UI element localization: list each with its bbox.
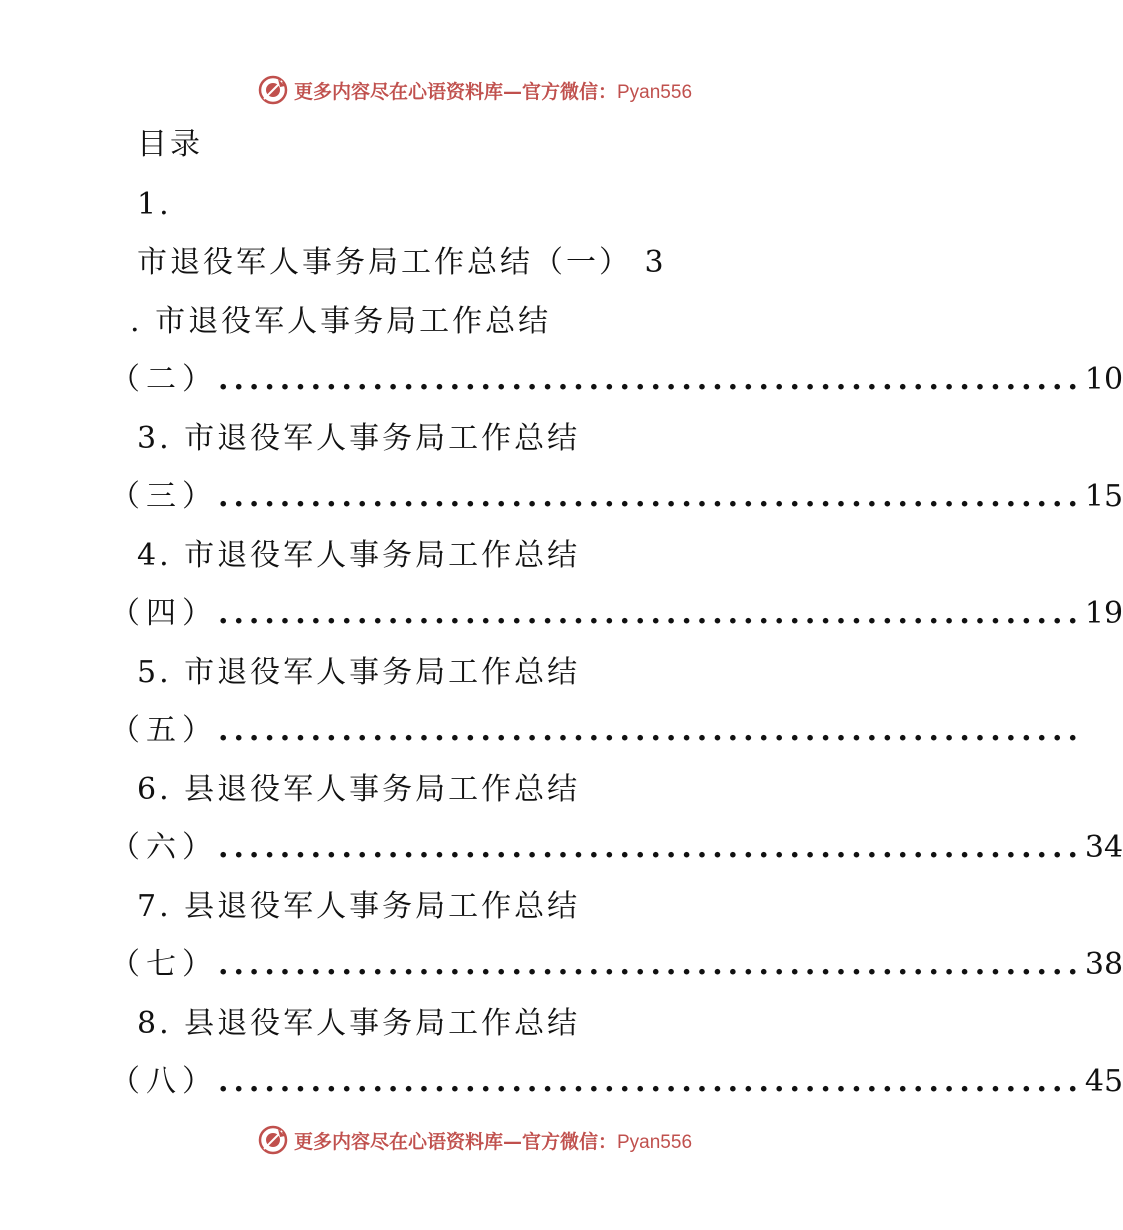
toc-entry-6-heading: 6. 县退役军人事务局工作总结 (137, 772, 581, 807)
toc-entry-3-leader: （三） ........................................................ 15 (110, 479, 1123, 514)
toc-title: 目录 (137, 127, 203, 162)
toc-entry-8-leader: （八） ........................................................ 45 (110, 1064, 1123, 1099)
header-banner (0, 70, 950, 110)
footer-banner-text: 更多内容尽在心语资料库—官方微信：Pyan556 (293, 1130, 693, 1153)
toc-entry-4-leader: （四） ........................................................ 19 (110, 596, 1123, 631)
toc-entry-1: 市退役军人事务局工作总结（一） 3 (137, 245, 667, 280)
toc-entry-2-leader: （二） ........................................................ 10 (110, 362, 1123, 397)
toc-entry-4-heading: 4. 市退役军人事务局工作总结 (137, 538, 581, 573)
toc-entry-2-heading: . 市退役军人事务局工作总结 (130, 304, 552, 339)
toc-first-number: 1. (137, 187, 172, 222)
toc-entry-5-heading: 5. 市退役军人事务局工作总结 (137, 655, 581, 690)
toc-entry-7-leader: （七） ........................................................ 38 (110, 947, 1123, 982)
footer-banner (0, 1120, 950, 1160)
quill-logo-icon (258, 75, 288, 105)
toc-entry-8-heading: 8. 县退役军人事务局工作总结 (137, 1006, 581, 1041)
toc-entry-3-heading: 3. 市退役军人事务局工作总结 (137, 421, 581, 456)
quill-logo-icon (258, 1125, 288, 1155)
toc-entry-5-leader: （五） ........................................................ (110, 713, 1083, 748)
toc-entry-7-heading: 7. 县退役军人事务局工作总结 (137, 889, 581, 924)
toc-entry-6-leader: （六） ........................................................ 34 (110, 830, 1123, 865)
header-banner-text: 更多内容尽在心语资料库—官方微信：Pyan556 (293, 80, 693, 103)
